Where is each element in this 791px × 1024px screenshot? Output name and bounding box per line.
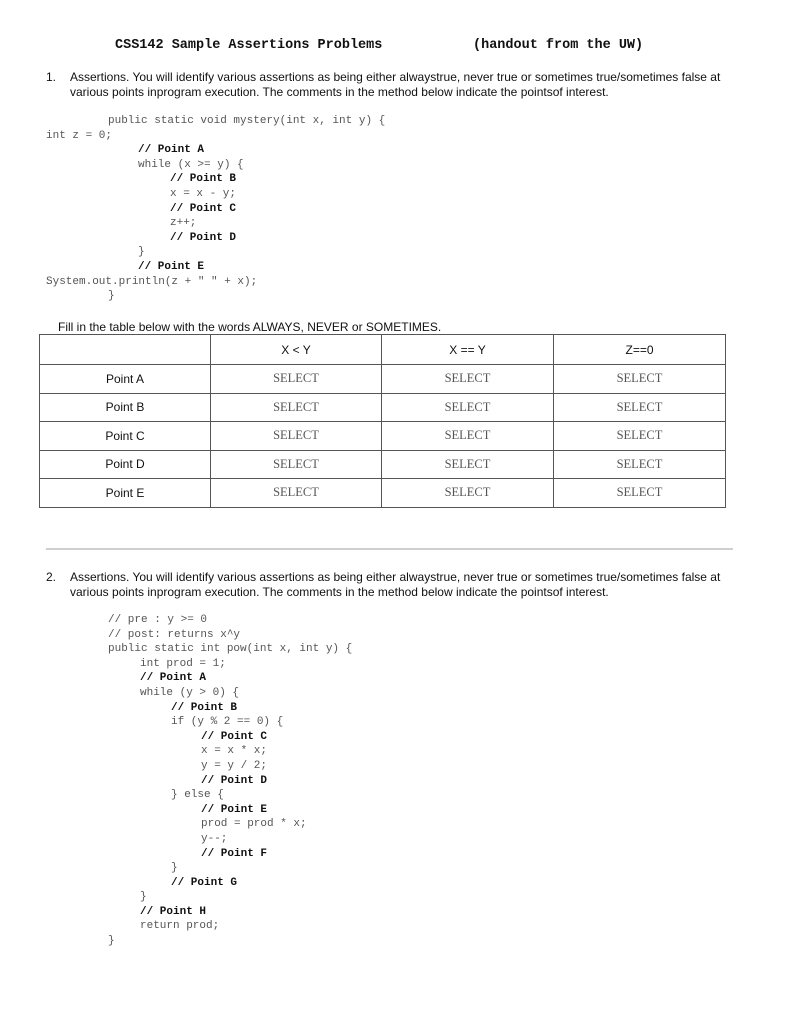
code-line: int z = 0; [46,129,113,142]
document-subtitle: (handout from the UW) [473,38,644,53]
question-2-number: 2. [46,570,57,584]
code-line: } [108,290,115,303]
row-label-point-b: Point B [40,393,211,422]
select-cell[interactable]: SELECT [382,450,554,479]
code-line: int prod = 1; [140,657,226,670]
document-title: CSS142 Sample Assertions Problems [115,38,383,53]
code-comment: // Point A [140,672,207,685]
row-label-point-e: Point E [40,479,211,508]
select-cell[interactable]: SELECT [382,422,554,451]
select-cell[interactable]: SELECT [382,365,554,394]
column-header-x-eq-y: X == Y [382,335,554,365]
code-line: y--; [201,832,228,845]
code-comment: // Point D [170,231,237,244]
select-cell[interactable]: SELECT [211,479,382,508]
code-comment: // Point F [201,847,268,860]
code-line: while (y > 0) { [140,686,240,699]
select-cell[interactable]: SELECT [211,365,382,394]
code-line: x = x * x; [201,745,268,758]
code-line: public static void mystery(int x, int y) { [108,115,386,127]
table-row [40,479,726,508]
table-row [40,393,726,422]
code-line: } [140,891,147,904]
row-label-point-a: Point A [40,365,211,394]
code-block-pow [108,613,352,949]
code-line: } else { [171,789,224,802]
code-line: System.out.println(z + " " + x); [46,275,258,288]
code-line: } [171,862,178,875]
code-comment: // Point A [138,144,205,157]
select-cell[interactable]: SELECT [211,450,382,479]
code-line: } [138,246,145,259]
code-line: z++; [170,217,197,230]
code-line: // post: returns x^y [108,628,241,641]
code-line: prod = prod * x; [201,818,307,831]
select-cell[interactable]: SELECT [554,479,726,508]
column-header-x-lt-y: X < Y [211,335,382,365]
code-line: public static int pow(int x, int y) { [108,643,353,656]
code-comment: // Point B [170,173,237,186]
code-line: while (x >= y) { [138,158,244,171]
code-comment: // Point C [201,730,268,743]
code-block-mystery [46,114,385,304]
code-comment: // Point G [171,876,238,889]
select-cell[interactable]: SELECT [382,479,554,508]
code-line: } [108,935,115,948]
table-row [40,365,726,394]
table-corner-cell [40,335,211,365]
section-divider [46,548,733,550]
table-row [40,450,726,479]
code-line: y = y / 2; [201,759,268,772]
row-label-point-d: Point D [40,450,211,479]
code-comment: // Point H [140,905,207,918]
select-cell[interactable]: SELECT [211,393,382,422]
select-cell[interactable]: SELECT [554,422,726,451]
assertions-table [39,334,726,508]
table-instruction: Fill in the table below with the words ALWAYS, NEVER or SOMETIMES. [58,320,442,334]
code-line: // pre : y >= 0 [108,614,208,626]
table-header-row [40,335,726,365]
select-cell[interactable]: SELECT [554,450,726,479]
code-line: if (y % 2 == 0) { [171,716,284,729]
question-1-number: 1. [46,70,57,84]
code-comment: // Point B [171,701,238,714]
select-cell[interactable]: SELECT [382,393,554,422]
row-label-point-c: Point C [40,422,211,451]
code-line: return prod; [140,920,220,933]
question-1-text: Assertions. You will identify various assertions as being either alwaystrue, never true or sometimes true/sometimes false at various points inprogram execution. The comments in the method below indicate the pointsof interest. [70,70,721,99]
select-cell[interactable]: SELECT [554,365,726,394]
question-2-text: Assertions. You will identify various assertions as being either alwaystrue, never true or sometimes true/sometimes false at various points inprogram execution. The comments in the method below indicate the pointsof interest. [70,570,721,599]
column-header-z-eq-0: Z==0 [554,335,726,365]
code-comment: // Point C [170,202,237,215]
code-comment: // Point E [201,803,268,816]
code-comment: // Point D [201,774,268,787]
code-comment: // Point E [138,260,205,273]
code-line: x = x - y; [170,187,237,200]
table-row [40,422,726,451]
select-cell[interactable]: SELECT [554,393,726,422]
select-cell[interactable]: SELECT [211,422,382,451]
